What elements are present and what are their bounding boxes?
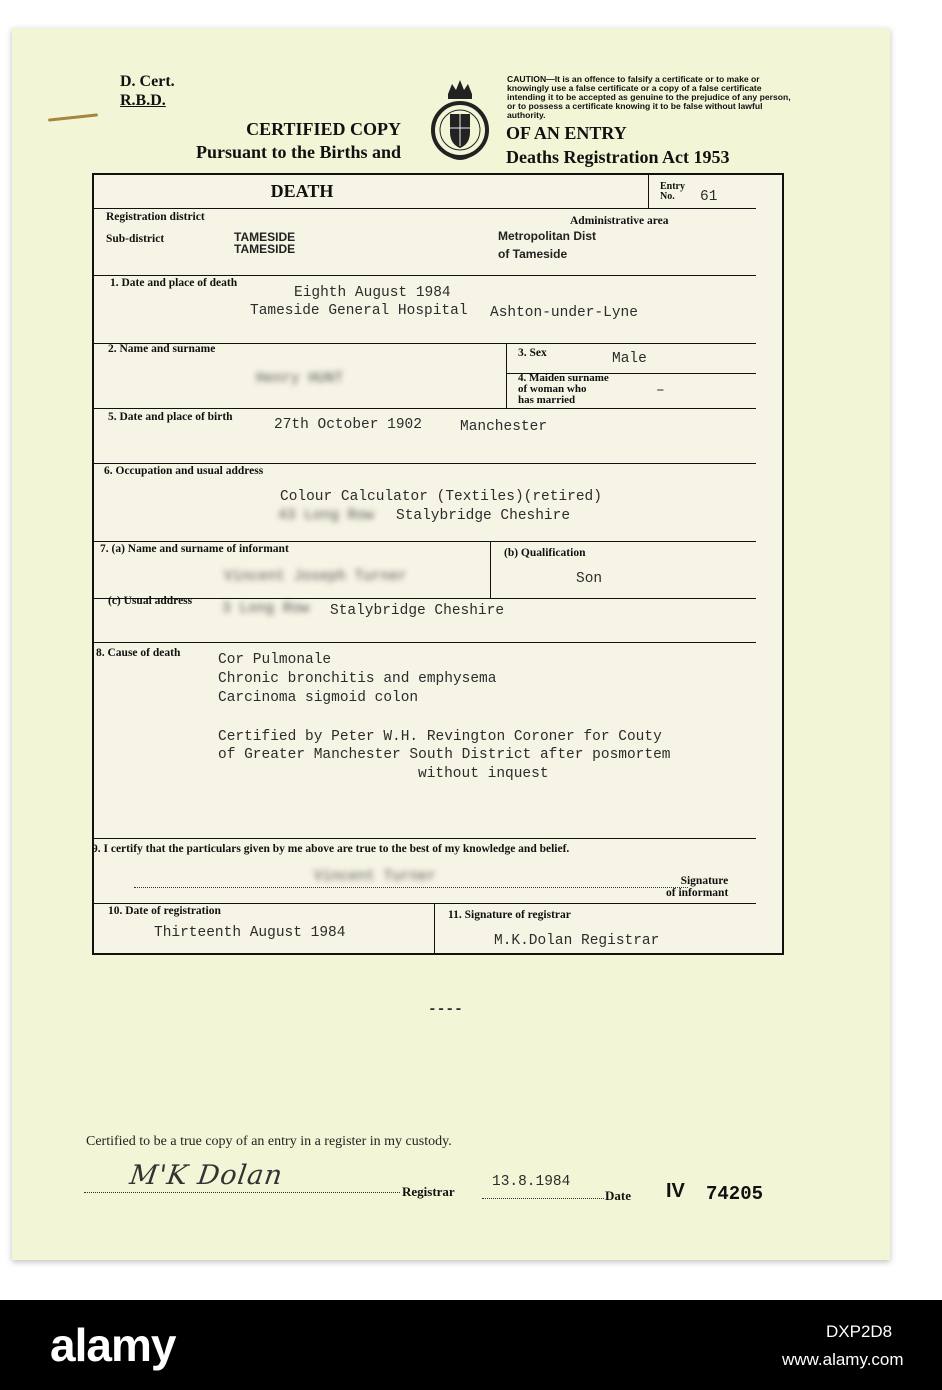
registrar-signature: M.K.Dolan Registrar xyxy=(494,933,660,949)
entry-number: 61 xyxy=(700,189,718,205)
series-code: IV xyxy=(666,1180,685,1202)
certificate-paper xyxy=(12,28,890,1260)
registrar-label: Registrar xyxy=(402,1184,455,1199)
cause-line-6: without inquest xyxy=(418,766,549,782)
informant-address-hidden: 3 Long Row xyxy=(222,601,310,617)
registration-date: Thirteenth August 1984 xyxy=(154,925,346,941)
informant-signature: Vincent Turner xyxy=(314,869,436,885)
royal-coat-of-arms-icon xyxy=(428,78,492,170)
form-code: D. Cert. R.B.D. xyxy=(120,73,175,109)
certificate-date: 13.8.1984 xyxy=(492,1174,571,1190)
death-entry-form: DEATH Entry No. 61 Registration district Sub-district TAMESIDE TAMESIDE Administrative area Metropolitan Dist of Tameside 1. Date and place of death Eighth August 1984 Tameside General Hospital Ashton-under-Lyne 2. Name and surname Henry HUNT 3. Sex Male 4. Maiden surname of woman who has married – 5. Date and place of birth 27th October 1902 Manchester 6. Occupation and usual address Colour Calculator (Textiles)(retired) 43 Long Row Stalybridge Cheshire 7. (a) Name and surname of informant Vincent Joseph Turner (b) Qualification Son (c) Usual address 3 Long Row Stalybridge Cheshire 8. Cause of death Cor Pulmonale Chronic bronchitis and emphysema Carcinoma sigmoid colon Certified by Peter W.H. Revington Coroner for Couty of Greater Manchester South District after posmortem without inquest 9. I certify that the particulars given by me above are true to the best of my knowledge and belief. Vincent Turner Signature of informant 10. Date of registration Thirteenth August 1984 11. Signature of registrar M.K.Dolan Registrar xyxy=(92,173,784,955)
cause-line-5: of Greater Manchester South District after posmortem xyxy=(218,747,671,763)
informant-signature-label: Signature of informant xyxy=(666,875,729,899)
cause-line-1: Cor Pulmonale xyxy=(218,652,332,668)
sex-value: Male xyxy=(612,351,647,367)
qualification: Son xyxy=(576,571,603,587)
registrar-handwritten-signature: M'K Dolan xyxy=(127,1160,286,1191)
death-place: Tameside General Hospital xyxy=(250,303,468,319)
death-date: Eighth August 1984 xyxy=(294,285,451,301)
usual-address: Stalybridge Cheshire xyxy=(396,508,571,524)
birth-place: Manchester xyxy=(460,419,548,435)
deceased-name: Henry HUNT xyxy=(256,371,344,387)
cause-line-4: Certified by Peter W.H. Revington Coroner for Couty xyxy=(218,729,662,745)
staple xyxy=(48,113,98,121)
serial-number: 74205 xyxy=(706,1183,764,1205)
caution-notice: CAUTION—It is an offence to falsify a certificate or to make or knowingly use a false certificate or a copy of a false certificate intending it to be accepted as genuine to the prejudice of any person, or to possess a certificate knowing it to be false without lawful authority. xyxy=(507,74,791,120)
cause-line-3: Carcinoma sigmoid colon xyxy=(218,690,419,706)
date-label: Date xyxy=(605,1188,631,1203)
form-heading: DEATH xyxy=(270,181,334,201)
informant-address: Stalybridge Cheshire xyxy=(330,603,505,619)
stock-logo: alamy xyxy=(50,1319,176,1371)
death-town: Ashton-under-Lyne xyxy=(490,305,638,321)
informant-name: Vincent Joseph Turner xyxy=(224,569,407,585)
stock-image-code: DXP2D8 xyxy=(826,1322,893,1341)
birth-date: 27th October 1902 xyxy=(274,417,422,433)
entry-label: Entry No. xyxy=(660,181,685,202)
occupation: Colour Calculator (Textiles)(retired) xyxy=(280,489,602,505)
title-left: CERTIFIED COPY Pursuant to the Births and xyxy=(195,119,401,162)
separator: ---- xyxy=(428,1002,463,1018)
maiden-surname-label: 4. Maiden surname of woman who has married xyxy=(518,372,609,406)
stock-site: www.alamy.com xyxy=(782,1350,904,1369)
certified-text: Certified to be a true copy of an entry in a register in my custody. xyxy=(86,1134,452,1149)
usual-address-hidden: 43 Long Row xyxy=(278,508,374,524)
admin-area-value: Metropolitan Dist of Tameside xyxy=(498,229,596,261)
maiden-surname-value: – xyxy=(656,383,665,399)
cause-line-2: Chronic bronchitis and emphysema xyxy=(218,671,497,687)
title-right: OF AN ENTRY Deaths Registration Act 1953 xyxy=(506,123,730,167)
sub-district-value: TAMESIDE TAMESIDE xyxy=(234,230,296,256)
